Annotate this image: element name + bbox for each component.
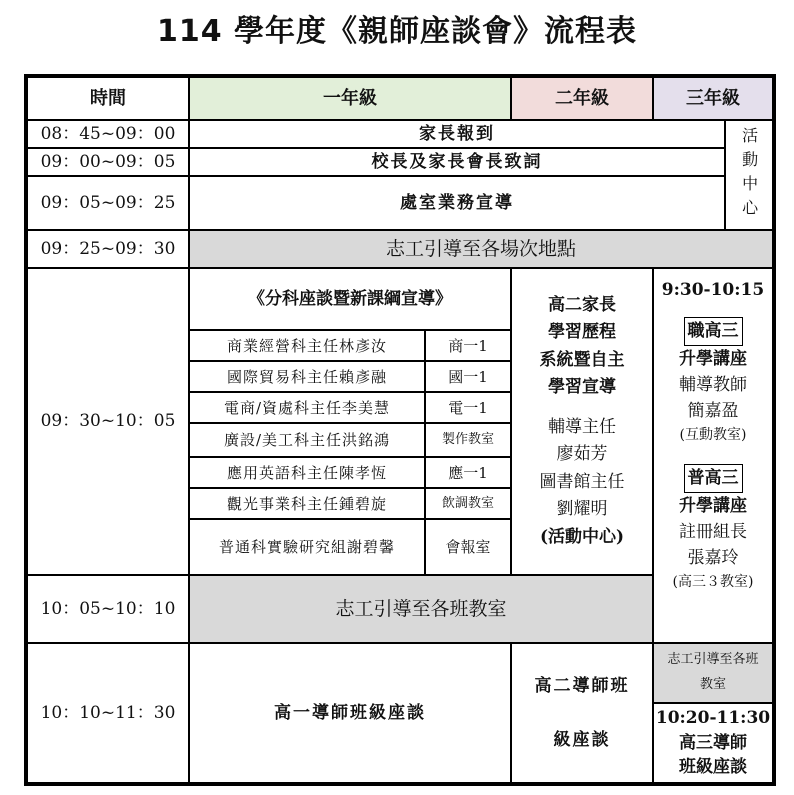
header-grade2: 二年級 bbox=[511, 77, 653, 120]
time-cell: 09：25~09：30 bbox=[27, 230, 189, 268]
grade2-homeroom-meeting: 高二導師班 級座談 bbox=[511, 643, 653, 783]
general-senior-badge: 普高三 bbox=[684, 464, 743, 492]
session-name: 應用英語科主任陳孝恆 bbox=[189, 457, 425, 488]
grade1-homeroom-meeting: 高一導師班級座談 bbox=[189, 643, 511, 783]
grade2-learning-briefing: 高二家長 學習歷程 系統暨自主 學習宣導 輔導主任 廖茹芳 圖書館主任 劉耀明 (活動中心) bbox=[511, 268, 653, 575]
header-grade1: 一年級 bbox=[189, 77, 511, 120]
session-name: 商業經營科主任林彥汝 bbox=[189, 330, 425, 361]
location-activity-center: 活動中心 bbox=[725, 120, 773, 230]
session-room: 電一1 bbox=[425, 392, 511, 423]
session-name: 電商/資處科主任李美慧 bbox=[189, 392, 425, 423]
time-cell: 08：45~09：00 bbox=[27, 120, 189, 148]
event-volunteer-guide-venues: 志工引導至各場次地點 bbox=[189, 230, 773, 268]
header-time: 時間 bbox=[27, 77, 189, 120]
schedule-table bbox=[24, 74, 776, 786]
session-room: 國一1 bbox=[425, 361, 511, 392]
session-name: 普通科實驗研究組謝碧馨 bbox=[189, 519, 425, 575]
event-opening-speech: 校長及家長會長致詞 bbox=[189, 148, 725, 176]
page-title: 114 學年度《親師座談會》流程表 bbox=[156, 14, 638, 49]
time-cell: 10：10~11：30 bbox=[27, 643, 189, 783]
session-room: 應一1 bbox=[425, 457, 511, 488]
grade3-homeroom-meeting: 10:20-11:30 高三導師 班級座談 bbox=[653, 703, 773, 783]
event-check-in: 家長報到 bbox=[189, 120, 725, 148]
session-room: 會報室 bbox=[425, 519, 511, 575]
event-volunteer-guide-classrooms: 志工引導至各班教室 bbox=[189, 575, 653, 643]
grade3-volunteer-guide: 志工引導至各班 教室 bbox=[653, 643, 773, 703]
session-room: 商一1 bbox=[425, 330, 511, 361]
time-cell: 10：05~10：10 bbox=[27, 575, 189, 643]
session-room: 製作教室 bbox=[425, 423, 511, 457]
session-name: 國際貿易科主任賴彥融 bbox=[189, 361, 425, 392]
grade1-session-title: 《分科座談暨新課綱宣導》 bbox=[189, 268, 511, 330]
grade3-college-talks: 9:30-10:15 職高三 升學講座 輔導教師 簡嘉盈 (互動教室) 普高三 升學講座 註冊組長 張嘉玲 (高三３教室) bbox=[653, 268, 773, 643]
time-cell: 09：05~09：25 bbox=[27, 176, 189, 230]
time-cell: 09：30~10：05 bbox=[27, 268, 189, 575]
session-name: 觀光事業科主任鍾碧旋 bbox=[189, 488, 425, 519]
session-name: 廣設/美工科主任洪銘鴻 bbox=[189, 423, 425, 457]
vocational-senior-badge: 職高三 bbox=[684, 317, 743, 345]
time-cell: 09：00~09：05 bbox=[27, 148, 189, 176]
header-grade3: 三年級 bbox=[653, 77, 773, 120]
session-room: 飲調教室 bbox=[425, 488, 511, 519]
event-office-briefing: 處室業務宣導 bbox=[189, 176, 725, 230]
